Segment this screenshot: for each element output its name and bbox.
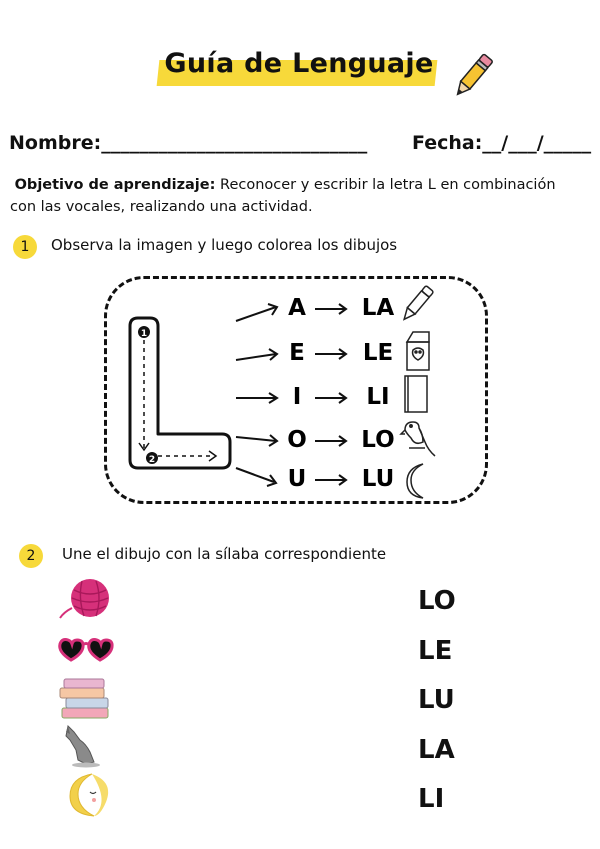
row-i-vowel: I	[292, 384, 302, 410]
syllable-item: LE	[418, 636, 453, 666]
heart-sunglasses-icon	[56, 630, 116, 676]
books-stack-icon	[56, 676, 116, 722]
section1-instruction: Observa la imagen y luego colorea los dibujos	[51, 236, 398, 254]
row-a-syllable: LA	[361, 295, 395, 321]
moon-icon	[395, 458, 439, 502]
stroke-step-2: 2	[148, 455, 156, 465]
page-title: Guía de Lenguaje	[164, 48, 434, 79]
row-a	[230, 287, 405, 327]
section2-instruction: Une el dibujo con la sílaba correspondiente	[62, 545, 387, 563]
milk-carton-icon	[395, 328, 439, 372]
row-u-vowel: U	[287, 466, 307, 492]
syllable-item: LO	[418, 586, 456, 616]
row-e	[230, 332, 405, 372]
pencil-icon	[448, 50, 498, 102]
letter-l-trace	[118, 312, 238, 482]
date-field[interactable]: Fecha:__/___/_____	[412, 132, 592, 154]
yarn-ball-icon	[56, 576, 116, 622]
row-e-vowel: E	[289, 340, 305, 366]
row-i-syllable: LI	[366, 384, 390, 410]
book-icon	[395, 372, 439, 416]
parrot-icon	[395, 416, 439, 460]
row-o-syllable: LO	[361, 427, 395, 453]
row-i	[230, 376, 405, 416]
row-e-syllable: LE	[362, 340, 394, 366]
row-u	[230, 458, 405, 498]
syllable-item: LU	[418, 685, 455, 715]
syllable-item: LA	[418, 735, 455, 765]
row-u-syllable: LU	[361, 466, 395, 492]
syllable-item: LI	[418, 784, 445, 814]
objective-label: Objetivo de aprendizaje:	[14, 177, 216, 193]
moon-icon	[56, 772, 116, 818]
step-number-1: 1	[13, 235, 37, 259]
row-o-vowel: O	[287, 427, 307, 453]
objective-body: Reconocer y escribir la letra L en combinación con las vocales, realizando una actividad.	[10, 177, 556, 215]
name-field[interactable]: Nombre:____________________________	[9, 132, 368, 154]
row-a-vowel: A	[288, 295, 306, 321]
wolf-icon	[56, 722, 116, 768]
objective-text	[10, 174, 580, 218]
title-block	[158, 46, 448, 90]
row-o	[230, 419, 405, 459]
step-number-2: 2	[19, 544, 43, 568]
stroke-step-1: 1	[140, 329, 148, 339]
pencil-icon	[395, 282, 439, 326]
